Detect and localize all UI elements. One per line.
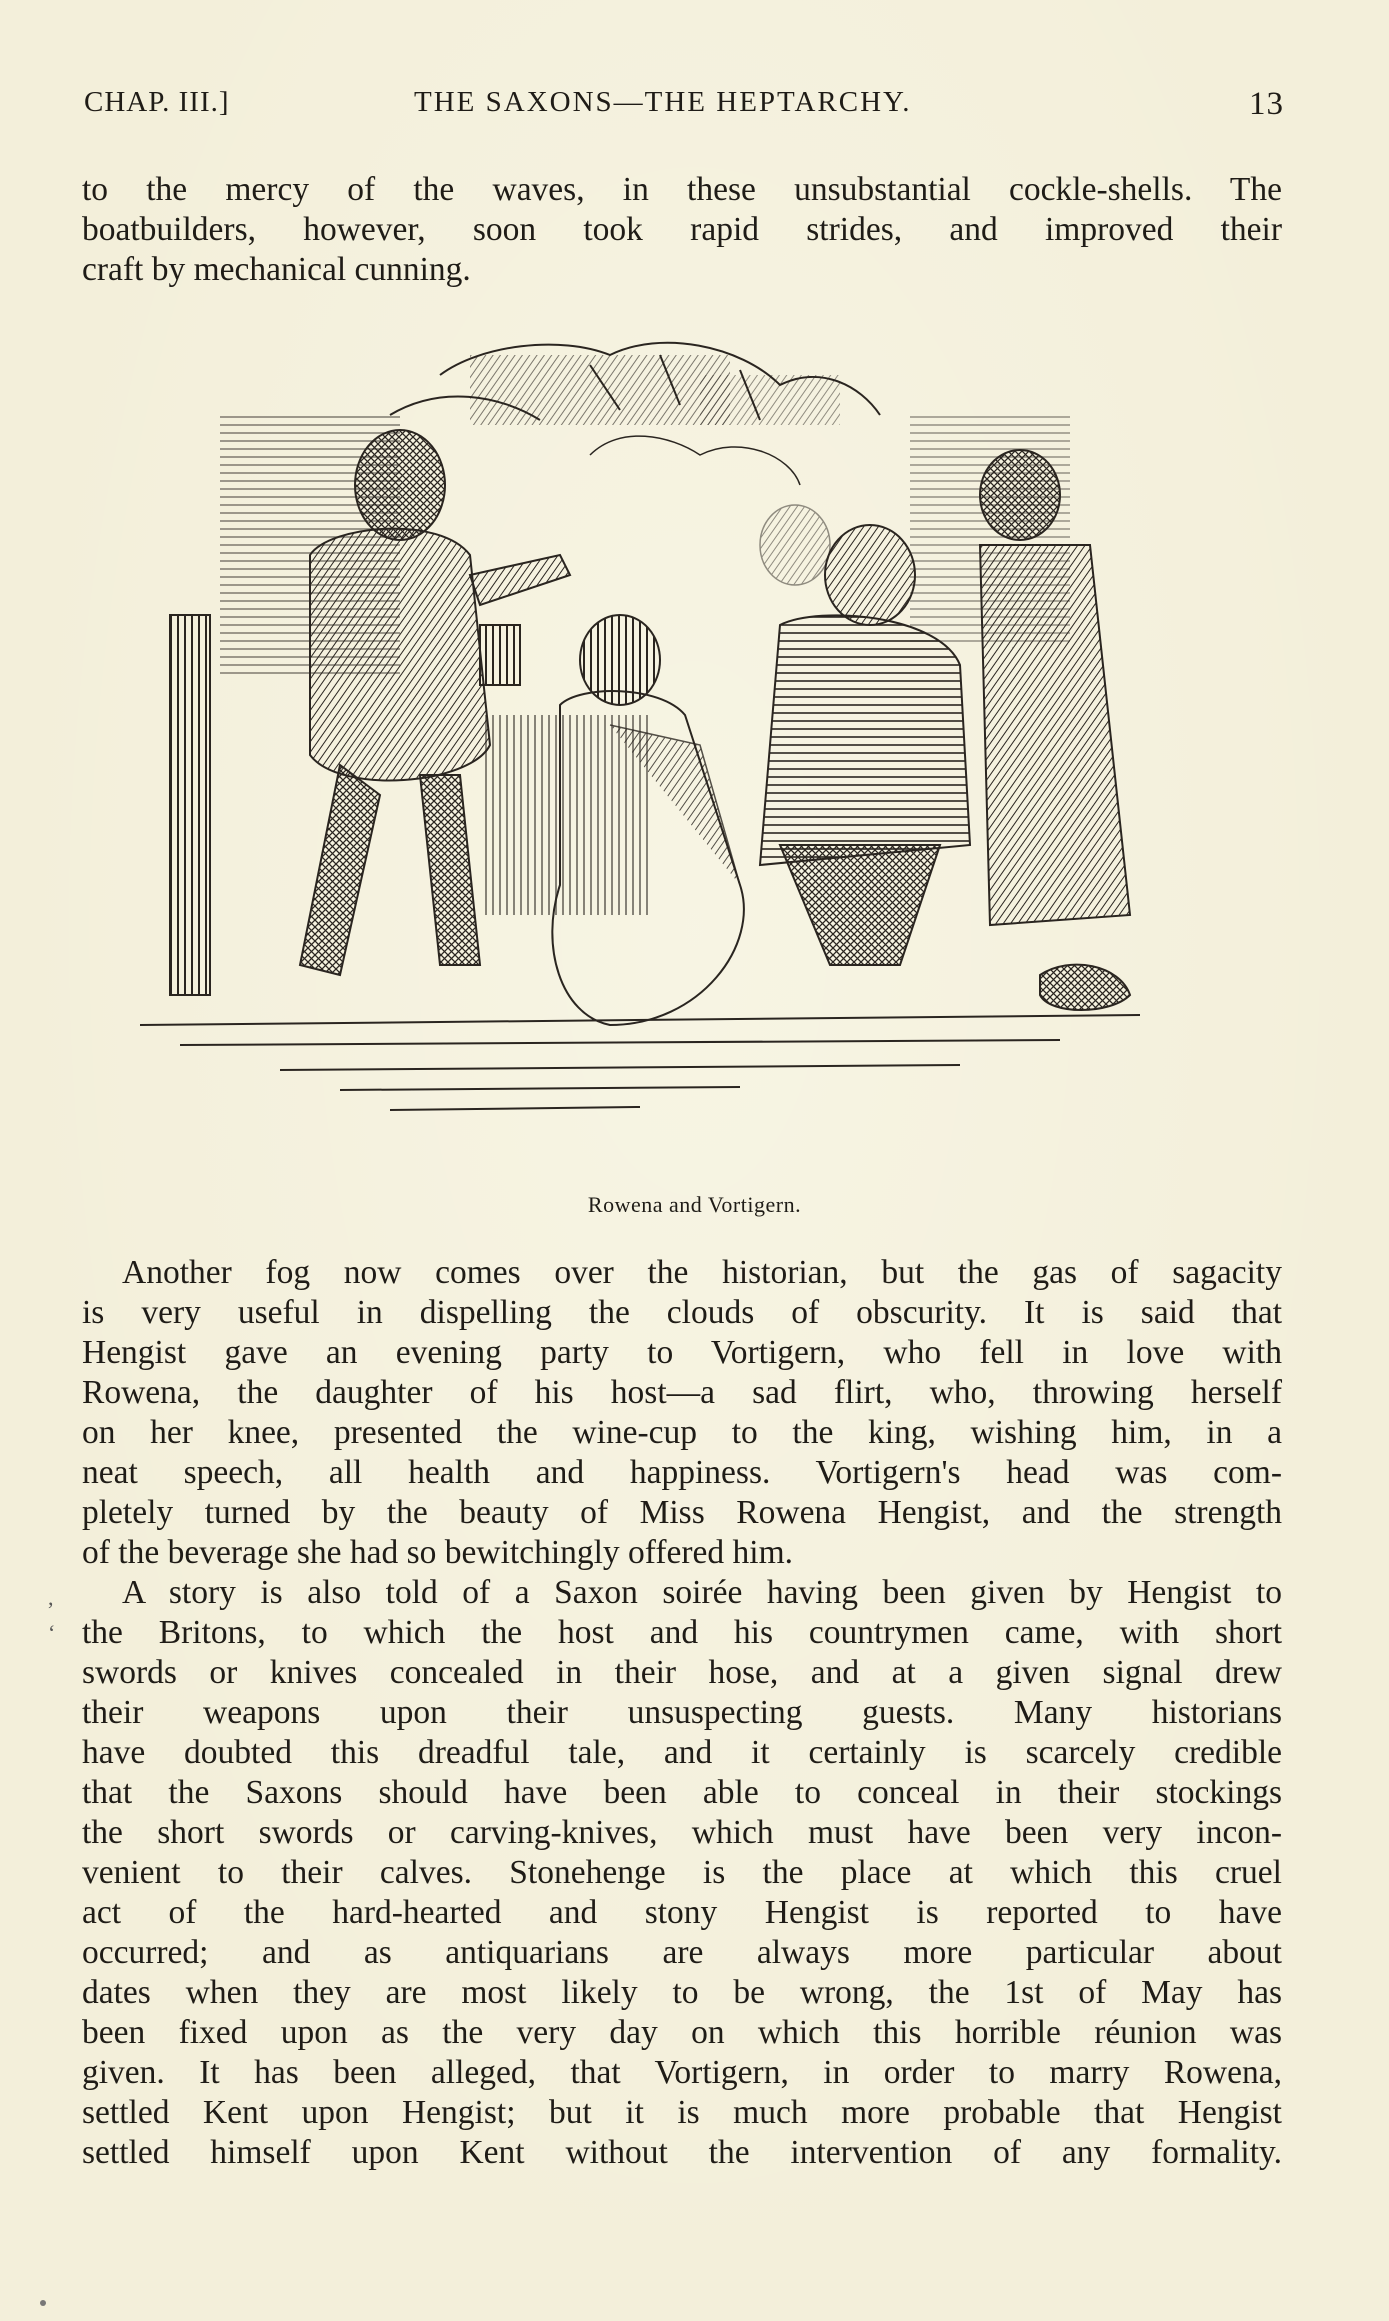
text-line: on her knee, presented the wine-cup to the king, wishing him, in a xyxy=(82,1414,1282,1451)
throne-left xyxy=(170,615,210,995)
text-line: that the Saxons should have been able to conceal in their stockings xyxy=(82,1774,1282,1811)
figure-caption: Rowena and Vortigern. xyxy=(587,1192,802,1217)
chapter-label: CHAP. III.] xyxy=(84,86,230,118)
illustration-rowena-and-vortigern xyxy=(140,325,1250,1175)
ground-lines xyxy=(140,1015,1140,1110)
running-head xyxy=(84,86,1284,126)
text-line: occurred; and as antiquarians are always more particular about xyxy=(82,1934,1282,1971)
text-line: Rowena, the daughter of his host—a sad flirt, who, throwing herself xyxy=(82,1374,1282,1411)
body-text xyxy=(82,1253,1282,2173)
text-line: craft by mechanical cunning. xyxy=(82,251,471,288)
text-line: venient to their calves. Stonehenge is the place at which this cruel xyxy=(82,1854,1282,1891)
foliage xyxy=(390,343,880,425)
engraving-illustration xyxy=(140,325,1250,1175)
text-line: act of the hard-hearted and stony Hengist is reported to have xyxy=(82,1894,1282,1931)
text-line: swords or knives concealed in their hose, and at a given signal drew xyxy=(82,1654,1282,1691)
text-line: neat speech, all health and happiness. Vortigern's head was com- xyxy=(82,1454,1282,1491)
margin-mark: ‘ xyxy=(48,1620,56,1645)
page-smudge xyxy=(40,2300,46,2306)
table xyxy=(480,715,650,915)
text-line: dates when they are most likely to be wrong, the 1st of May has xyxy=(82,1974,1282,2011)
page-number: 13 xyxy=(1249,86,1284,122)
margin-mark: , xyxy=(48,1585,54,1610)
text-line: Hengist gave an evening party to Vortigern, who fell in love with xyxy=(82,1334,1282,1371)
text-line: settled Kent upon Hengist; but it is much more probable that Hengist xyxy=(82,2094,1282,2131)
text-line: boatbuilders, however, soon took rapid strides, and improved their xyxy=(82,211,1282,248)
text-line: given. It has been alleged, that Vortigern, in order to marry Rowena, xyxy=(82,2054,1282,2091)
text-line: been fixed upon as the very day on which this horrible réunion was xyxy=(82,2014,1282,2051)
text-line: A story is also told of a Saxon soirée having been given by Hengist to xyxy=(122,1574,1282,1611)
text-line: to the mercy of the waves, in these unsubstantial cockle-shells. The xyxy=(82,171,1282,208)
intro-paragraph xyxy=(82,170,1282,290)
text-line: their weapons upon their unsuspecting guests. Many historians xyxy=(82,1694,1282,1731)
text-line: is very useful in dispelling the clouds of obscurity. It is said that xyxy=(82,1294,1282,1331)
text-line: pletely turned by the beauty of Miss Rowena Hengist, and the strength xyxy=(82,1494,1282,1531)
text-line: the short swords or carving-knives, which must have been very incon- xyxy=(82,1814,1282,1851)
text-line: the Britons, to which the host and his countrymen came, with short xyxy=(82,1614,1282,1651)
dog-figure xyxy=(1040,965,1130,1010)
text-line: settled himself upon Kent without the intervention of any formality. xyxy=(82,2134,1282,2171)
running-title: THE SAXONS—THE HEPTARCHY. xyxy=(414,86,912,118)
text-line: Another fog now comes over the historian, but the gas of sagacity xyxy=(122,1254,1282,1291)
text-line: have doubted this dreadful tale, and it certainly is scarcely credible xyxy=(82,1734,1282,1771)
text-line: of the beverage she had so bewitchingly offered him. xyxy=(82,1534,794,1571)
